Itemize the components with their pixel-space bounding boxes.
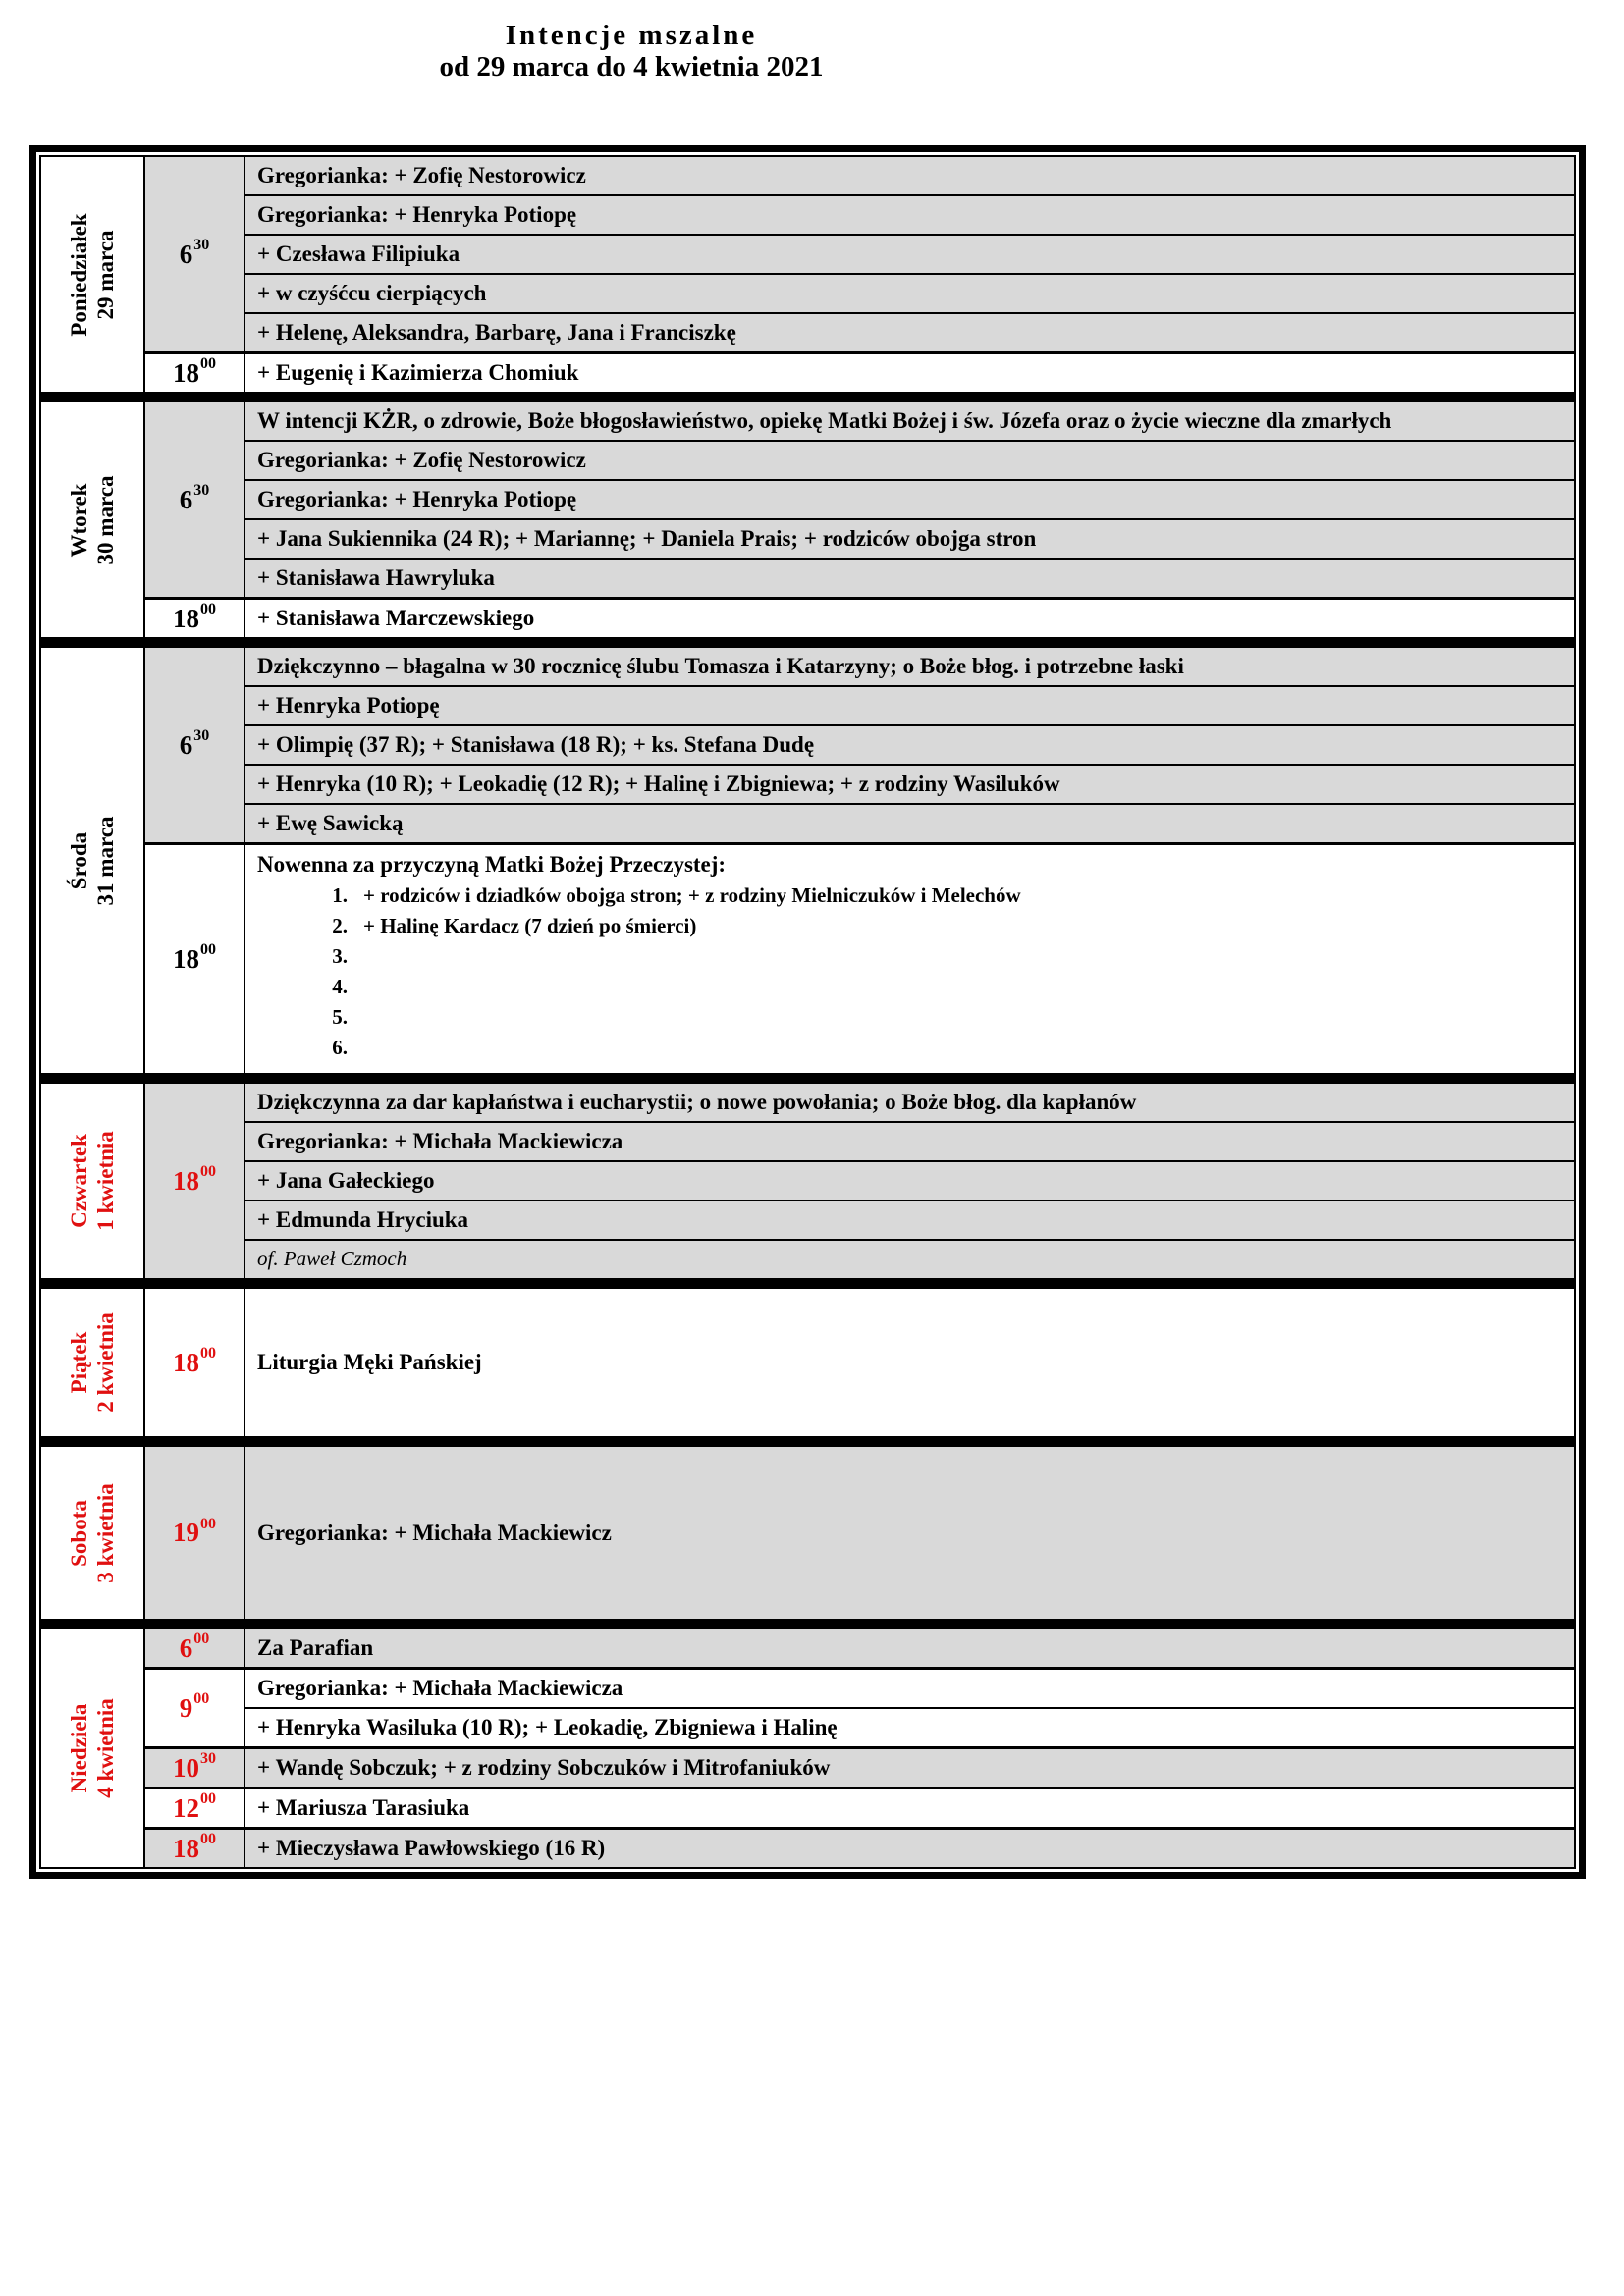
time-block [145,402,1574,597]
time-block [145,597,1574,637]
day-cell [41,1447,145,1619]
time-block [145,157,1574,351]
intention-row [245,1707,1574,1746]
page-title: Intencje mszalne [505,20,758,51]
novena-item-number: 6. [332,1036,348,1059]
time-minutes: 30 [200,1750,216,1767]
time-hour: 6 [179,729,193,760]
intention-row [245,1515,1574,1552]
time-minutes: 00 [200,1515,216,1532]
page-subtitle: od 29 marca do 4 kwietnia 2021 [439,51,824,82]
intention-text: Gregorianka: + Zofię Nestorowicz [257,163,586,188]
time-block [145,1289,1574,1436]
intention-row [245,273,1574,312]
day-date: 30 marca [93,475,118,564]
time-minutes: 00 [193,1630,210,1647]
time-minutes: 00 [200,1790,216,1807]
day-label [66,213,119,336]
intention-text: W intencji KŻR, o zdrowie, Boże błogosławieństwo, opiekę Matki Bożej i św. Józefa oraz o życie wieczne dla zmarłych [257,408,1392,434]
novena-item [257,881,1564,911]
novena-item-text [363,972,1564,1002]
intention-row [245,312,1574,351]
intention-text: Dziękczynna za dar kapłaństwa i eucharystii; o nowe powołania; o Boże błog. dla kapłanów [257,1090,1137,1115]
novena-item [257,1033,1564,1063]
intention-text: + Henryka Potiopę [257,693,440,719]
day-date: 2 kwietnia [93,1312,118,1413]
intention-row [245,1084,1574,1121]
intention-rows [245,354,1574,392]
time-cell [145,1289,245,1436]
day-section [41,637,1574,1073]
intention-rows [245,1289,1574,1436]
time-cell [145,1830,245,1867]
intention-text: Liturgia Męki Pańskiej [257,1350,482,1375]
novena-item-number: 1. [332,883,348,907]
intention-row [245,234,1574,273]
day-date: 29 marca [93,230,118,319]
time-hour: 18 [173,1347,199,1377]
day-date: 1 kwietnia [93,1131,118,1231]
time-cell [145,402,245,597]
intention-row [245,354,1574,392]
time-hour: 19 [173,1518,199,1547]
day-name: Wtorek [66,483,91,557]
time-hour: 12 [173,1792,199,1823]
intention-text: + Edmunda Hryciuka [257,1207,469,1233]
time-blocks [145,1084,1574,1278]
novena-item-number: 3. [332,944,348,968]
intention-row [245,479,1574,518]
day-label [66,1483,119,1583]
time-minutes: 00 [200,1831,216,1847]
intention-text: + Wandę Sobczuk; + z rodziny Sobczuków i Mitrofaniuków [257,1755,831,1781]
day-cell [41,402,145,637]
day-section [41,1073,1574,1278]
day-name: Niedziela [66,1703,91,1793]
time-minutes: 00 [193,1690,210,1707]
day-label [66,1698,119,1798]
day-cell [41,1084,145,1278]
intention-text: + w czyśćcu cierpiących [257,281,487,306]
time-cell [145,1629,245,1667]
time-hour: 10 [173,1752,199,1783]
novena-item-number: 5. [332,1005,348,1029]
time-block [145,351,1574,392]
day-label [66,475,119,564]
intention-row [245,518,1574,558]
time-blocks [145,402,1574,637]
intention-row [245,402,1574,440]
day-cell [41,1289,145,1436]
time-cell [145,157,245,351]
day-cell [41,157,145,392]
intention-row [245,558,1574,597]
intention-text: Dziękczynno – błagalna w 30 rocznicę ślubu Tomasza i Katarzyny; o Boże błog. i potrzebne łaski [257,654,1184,679]
intention-row [245,764,1574,803]
intention-text: Gregorianka: + Zofię Nestorowicz [257,448,586,473]
time-block [145,1667,1574,1746]
intention-rows [245,1670,1574,1746]
novena-item-number: 4. [332,975,348,998]
novena-item [257,972,1564,1002]
day-name: Sobota [66,1499,91,1567]
novena-item [257,911,1564,941]
time-block [145,1447,1574,1619]
intention-rows [245,1629,1574,1667]
time-blocks [145,648,1574,1073]
time-cell [145,845,245,1073]
time-block [145,1827,1574,1867]
time-block [145,1629,1574,1667]
intention-text: + Stanisława Hawryluka [257,565,495,591]
time-block [145,648,1574,842]
intention-row [245,1789,1574,1827]
intention-row [245,1344,1574,1381]
intention-row [245,1121,1574,1160]
day-section [41,1436,1574,1619]
intention-row [245,157,1574,194]
intention-rows [245,1749,1574,1787]
mass-intentions-table-body [39,155,1576,1869]
day-label [66,816,119,905]
novena-item [257,941,1564,972]
intention-text: + Czesława Filipiuka [257,241,460,267]
novena-item-text: + rodziców i dziadków obojga stron; + z rodziny Mielniczuków i Melechów [363,883,1021,907]
day-name: Czwartek [66,1134,91,1228]
intention-row [245,724,1574,764]
time-hour: 18 [173,1833,199,1863]
time-block [145,842,1574,1073]
novena-item-text [363,941,1564,972]
intention-row [245,1160,1574,1200]
novena-item-text [363,1002,1564,1033]
day-date: 3 kwietnia [93,1482,118,1583]
intention-text: + Henryka Wasiluka (10 R); + Leokadię, Zbigniewa i Halinę [257,1715,838,1740]
intention-text: of. Paweł Czmoch [257,1247,407,1271]
day-label [66,1312,119,1413]
day-name: Piątek [66,1331,91,1394]
novena-header: Nowenna za przyczyną Matki Bożej Przeczystej: [257,852,727,877]
intention-text: Gregorianka: + Henryka Potiopę [257,487,577,512]
time-minutes: 00 [200,941,216,958]
time-blocks [145,1629,1574,1867]
time-cell [145,1749,245,1787]
day-section [41,1278,1574,1436]
intention-text: + Mariusza Tarasiuka [257,1795,470,1821]
intention-text: + Olimpię (37 R); + Stanisława (18 R); + ks. Stefana Dudę [257,732,815,758]
intention-text: + Ewę Sawicką [257,811,404,836]
time-hour: 6 [179,484,193,514]
time-cell [145,1447,245,1619]
intention-row [245,685,1574,724]
time-hour: 18 [173,357,199,388]
intention-text: + Jana Gałeckiego [257,1168,435,1194]
time-block [145,1746,1574,1787]
intention-row [245,1670,1574,1707]
intention-row [245,194,1574,234]
intention-rows [245,157,1574,351]
time-minutes: 00 [200,1163,216,1180]
time-cell [145,1789,245,1827]
day-section [41,1619,1574,1867]
time-minutes: 30 [193,482,210,499]
time-hour: 18 [173,943,199,974]
time-cell [145,648,245,842]
time-minutes: 00 [200,1345,216,1362]
time-minutes: 30 [193,237,210,253]
time-cell [145,1670,245,1746]
intention-text: Gregorianka: + Henryka Potiopę [257,202,577,228]
day-label [66,1131,119,1231]
time-cell [145,354,245,392]
intention-row [245,1200,1574,1239]
time-cell [145,1084,245,1278]
intention-row [245,803,1574,842]
intention-text: + Helenę, Aleksandra, Barbarę, Jana i Franciszkę [257,320,736,346]
time-blocks [145,1447,1574,1619]
intention-row [245,1830,1574,1867]
intention-rows [245,1789,1574,1827]
day-section [41,157,1574,392]
intention-rows [245,1084,1574,1278]
time-hour: 18 [173,1165,199,1196]
intention-text: + Mieczysława Pawłowskiego (16 R) [257,1836,606,1861]
novena-item-text: + Halinę Kardacz (7 dzień po śmierci) [363,914,697,937]
intention-text: + Henryka (10 R); + Leokadię (12 R); + Halinę i Zbigniewa; + z rodziny Wasiluków [257,772,1060,797]
day-name: Poniedziałek [66,212,91,337]
time-minutes: 00 [200,601,216,617]
intention-row [245,1749,1574,1787]
intention-row [245,1629,1574,1667]
time-hour: 9 [179,1692,193,1723]
time-hour: 6 [179,1632,193,1663]
time-block [145,1084,1574,1278]
intention-text: Gregorianka: + Michała Mackiewicza [257,1129,623,1154]
intention-row [245,648,1574,685]
time-minutes: 30 [193,727,210,744]
intention-text: + Jana Sukiennika (24 R); + Mariannę; + Daniela Prais; + rodziców obojga stron [257,526,1037,552]
time-hour: 6 [179,239,193,269]
day-name: Środa [66,831,91,889]
document-header [0,20,1263,82]
novena-item [257,1002,1564,1033]
time-block [145,1787,1574,1827]
intention-rows [245,600,1574,637]
time-blocks [145,1289,1574,1436]
time-hour: 18 [173,603,199,633]
day-date: 31 marca [93,816,118,905]
intention-row [245,1239,1574,1278]
intention-rows [245,845,1574,1073]
intention-row [245,440,1574,479]
intention-rows [245,1830,1574,1867]
day-cell [41,1629,145,1867]
intention-text: Gregorianka: + Michała Mackiewicza [257,1676,623,1701]
day-section [41,392,1574,637]
intention-rows [245,1447,1574,1619]
novena-item-number: 2. [332,914,348,937]
day-date: 4 kwietnia [93,1698,118,1798]
intention-row [245,600,1574,637]
intention-text: Gregorianka: + Michała Mackiewicz [257,1520,612,1545]
time-cell [145,600,245,637]
day-cell [41,648,145,1073]
time-minutes: 00 [200,355,216,372]
intention-text: + Stanisława Marczewskiego [257,606,535,631]
intention-text: Za Parafian [257,1635,374,1661]
time-blocks [145,157,1574,392]
intention-text: + Eugenię i Kazimierza Chomiuk [257,360,579,386]
intention-rows [245,648,1574,842]
intention-rows [245,402,1574,597]
mass-intentions-table [29,145,1586,1879]
novena-item-text [363,1033,1564,1063]
novena-block [245,845,1574,1073]
